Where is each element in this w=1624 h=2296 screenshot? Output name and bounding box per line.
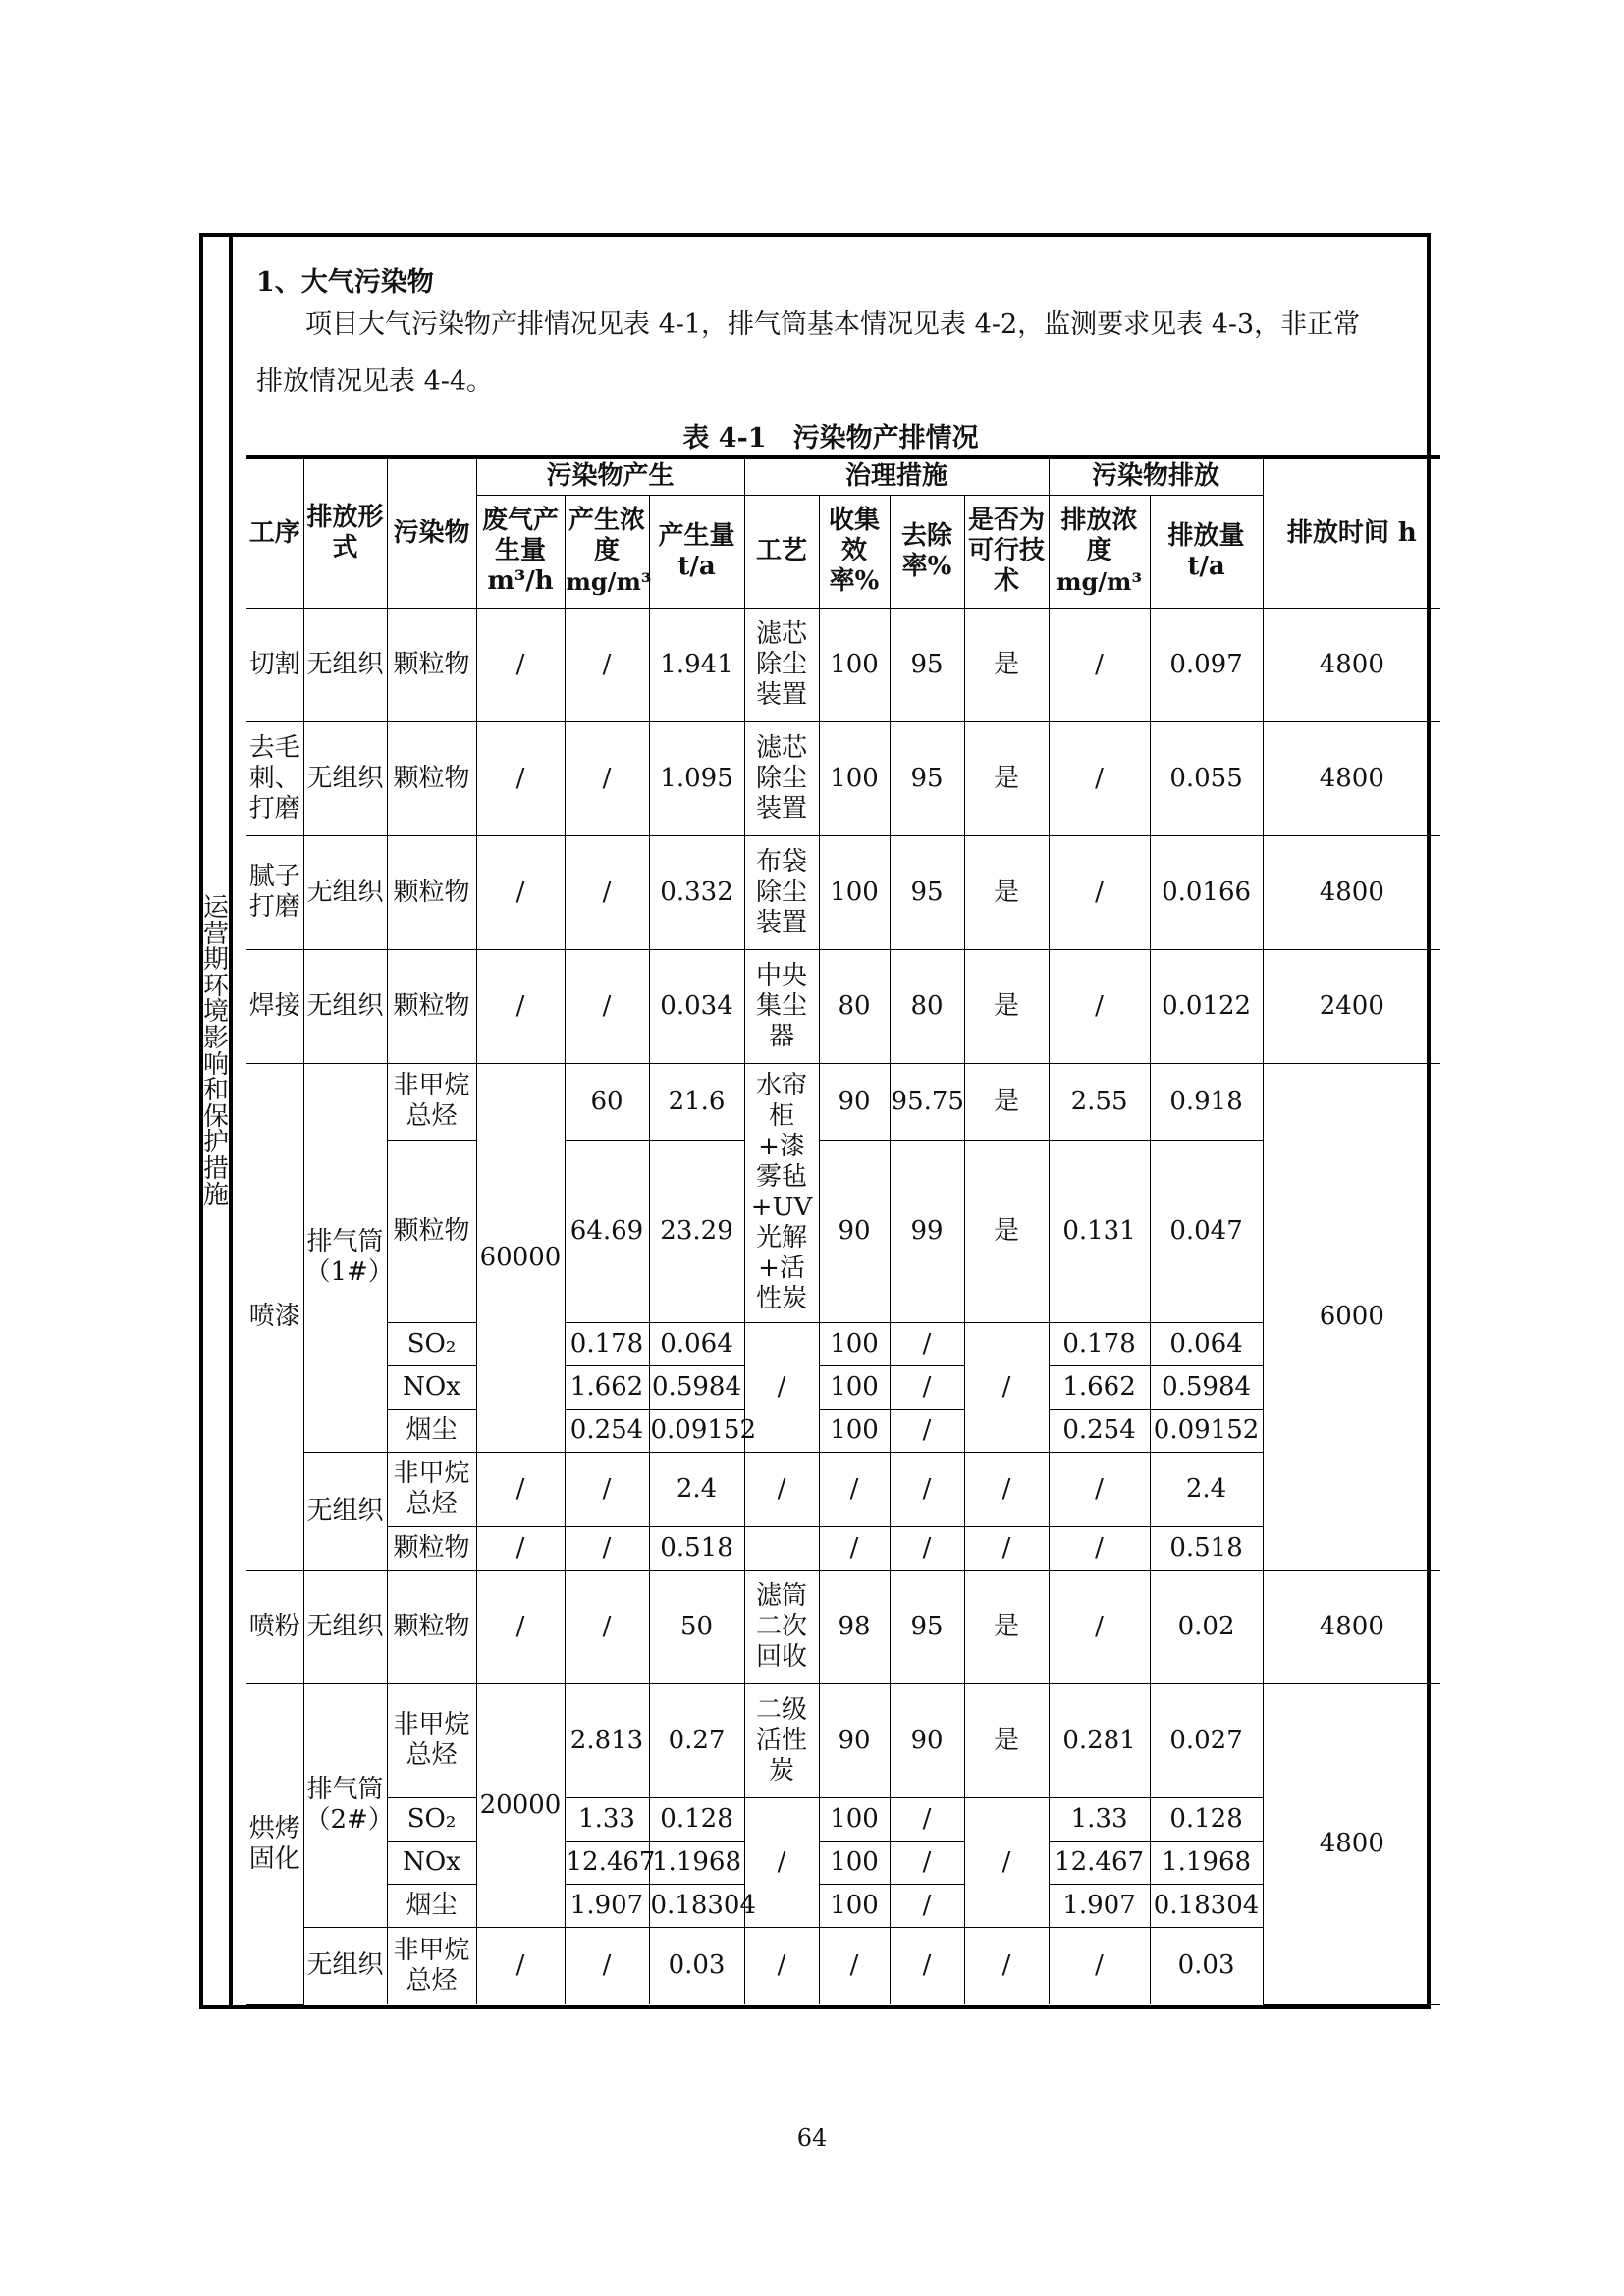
cell-remove: 95 [890,721,964,835]
cell-remove: 95 [890,1570,964,1683]
cell-remove: / [890,1526,964,1570]
cell-flow: / [476,835,565,949]
cell-amount: 1.095 [649,721,744,835]
table-row-bake-nmhc [246,1683,1440,1797]
cell-tech: / [744,1927,819,2004]
cell-amount: 50 [649,1570,744,1683]
cell-emit-amount: 0.18304 [1150,1884,1263,1927]
cell-collect: 100 [819,835,890,949]
table-row-bake-nox [246,1841,1440,1884]
table-row-spray-smoke [246,1409,1440,1452]
cell-feasible: 是 [964,1140,1049,1322]
pollutant-table [246,455,1440,2005]
cell-feasible: / [964,1322,1049,1452]
table-row-powder [246,1570,1440,1683]
cell-collect: 90 [819,1683,890,1797]
cell-emit-amount: 0.047 [1150,1140,1263,1322]
cell-conc: / [565,1927,649,2004]
header-collect-eff: 收集效率% [819,495,890,608]
cell-emit-amount: 0.128 [1150,1797,1263,1841]
header-time: 排放时间 h [1263,457,1440,608]
cell-emit-conc: / [1049,1570,1150,1683]
cell-feasible: 是 [964,949,1049,1063]
cell-conc: 1.662 [565,1365,649,1409]
cell-remove: / [890,1409,964,1452]
cell-emit-amount: 0.0166 [1150,835,1263,949]
cell-time: 4800 [1263,721,1440,835]
cell-amount: 0.518 [649,1526,744,1570]
cell-emit-conc: 0.178 [1049,1322,1150,1365]
cell-conc: 60 [565,1063,649,1140]
cell-remove: / [890,1927,964,2004]
cell-emit-conc: 0.254 [1049,1409,1150,1452]
cell-remove: / [890,1841,964,1884]
cell-emit-amount: 2.4 [1150,1452,1263,1526]
header-gen-conc: 产生浓度 mg/m³ [565,495,649,608]
header-emit-conc: 排放浓度 mg/m³ [1049,495,1150,608]
cell-emit-amount: 0.03 [1150,1927,1263,2004]
table-row-cut [246,608,1440,721]
header-gen-amount: 产生量 t/a [649,495,744,608]
cell-stack: 排气筒（2#） [303,1683,387,1927]
cell-feasible: / [964,1452,1049,1526]
table-caption: 表 4-1 污染物产排情况 [682,423,979,454]
cell-flow: / [476,1570,565,1683]
cell-pollutant: 颗粒物 [387,1140,476,1322]
cell-collect: 100 [819,1322,890,1365]
cell-collect: / [819,1927,890,2004]
table-row-bake-fugitive-nmhc [246,1927,1440,2004]
cell-emit-conc: 12.467 [1049,1841,1150,1884]
cell-flow: 20000 [476,1683,565,1927]
table-row-putty [246,835,1440,949]
cell-feasible: 是 [964,1570,1049,1683]
cell-amount: 0.332 [649,835,744,949]
cell-remove: / [890,1365,964,1409]
cell-tech: 滤筒二次回收 [744,1570,819,1683]
cell-conc: / [565,1570,649,1683]
cell-time: 4800 [1263,1570,1440,1683]
report-frame [199,233,1431,2009]
cell-pollutant: 颗粒物 [387,721,476,835]
cell-pollutant: 烟尘 [387,1409,476,1452]
cell-collect: / [819,1526,890,1570]
cell-process: 切割 [246,608,303,721]
cell-feasible: / [964,1797,1049,1927]
cell-flow: / [476,1526,565,1570]
cell-flow: / [476,1452,565,1526]
cell-collect: 100 [819,1884,890,1927]
cell-emit-amount: 0.064 [1150,1322,1263,1365]
cell-collect: 98 [819,1570,890,1683]
cell-emit-conc: 1.662 [1049,1365,1150,1409]
cell-emit-conc: 2.55 [1049,1063,1150,1140]
header-gas-flow: 废气产生量 m³/h [476,495,565,608]
cell-flow: / [476,949,565,1063]
intro-paragraph-line1: 项目大气污染物产排情况见表 4-1，排气筒基本情况见表 4-2，监测要求见表 4-3，非正常 [305,309,1361,340]
cell-collect: 90 [819,1063,890,1140]
cell-amount: 0.18304 [649,1884,744,1927]
header-feasible: 是否为可行技术 [964,495,1049,608]
cell-amount: 0.03 [649,1927,744,2004]
cell-remove: 95 [890,835,964,949]
cell-time: 4800 [1263,1683,1440,2004]
cell-process: 腻子打磨 [246,835,303,949]
table-row-spray-so2 [246,1322,1440,1365]
cell-emit-conc: / [1049,608,1150,721]
cell-emit-amount: 0.097 [1150,608,1263,721]
table-row-spray-pm [246,1140,1440,1322]
cell-collect: 80 [819,949,890,1063]
cell-amount: 1.941 [649,608,744,721]
cell-amount: 0.064 [649,1322,744,1365]
table-row-spray-nmhc [246,1063,1440,1140]
cell-emit-amount: 0.09152 [1150,1409,1263,1452]
header-pollutant: 污染物 [387,457,476,608]
table-row-spray-fugitive-pm [246,1526,1440,1570]
cell-emit-conc: / [1049,835,1150,949]
cell-form: 无组织 [303,721,387,835]
cell-flow: 60000 [476,1063,565,1452]
cell-emit-conc: / [1049,721,1150,835]
cell-emit-amount: 0.02 [1150,1570,1263,1683]
cell-time: 6000 [1263,1063,1440,1570]
cell-tech: 滤芯除尘装置 [744,608,819,721]
cell-emit-conc: 0.281 [1049,1683,1150,1797]
cell-remove: 95.75 [890,1063,964,1140]
cell-amount: 0.09152 [649,1409,744,1452]
cell-tech: / [744,1797,819,1927]
cell-feasible: 是 [964,835,1049,949]
cell-pollutant: 烟尘 [387,1884,476,1927]
header-process: 工序 [246,457,303,608]
cell-stack: 排气筒（1#） [303,1063,387,1452]
cell-form: 无组织 [303,608,387,721]
cell-remove: / [890,1452,964,1526]
cell-form: 无组织 [303,1570,387,1683]
cell-collect: / [819,1452,890,1526]
cell-tech: 水帘柜+漆雾毡+UV光解+活性炭 [744,1063,819,1322]
table-row-spray-nox [246,1365,1440,1409]
cell-pollutant: NOx [387,1365,476,1409]
cell-conc: / [565,1526,649,1570]
header-group-generation: 污染物产生 [476,457,744,495]
cell-flow: / [476,1927,565,2004]
table-row-weld [246,949,1440,1063]
cell-conc: 0.178 [565,1322,649,1365]
cell-emit-conc: / [1049,1526,1150,1570]
cell-pollutant: NOx [387,1841,476,1884]
cell-conc: 1.33 [565,1797,649,1841]
cell-process: 烘烤固化 [246,1683,303,2004]
table-row-spray-fugitive-nmhc [246,1452,1440,1526]
cell-pollutant: 颗粒物 [387,1570,476,1683]
cell-pollutant: 非甲烷总烃 [387,1063,476,1140]
header-discharge-form: 排放形式 [303,457,387,608]
cell-remove: 99 [890,1140,964,1322]
side-column [203,237,233,2005]
cell-process: 喷漆 [246,1063,303,1570]
cell-tech: 二级活性炭 [744,1683,819,1797]
cell-emit-amount: 0.027 [1150,1683,1263,1797]
cell-conc: 1.907 [565,1884,649,1927]
cell-form: 无组织 [303,1452,387,1570]
cell-conc: 64.69 [565,1140,649,1322]
cell-emit-conc: 1.33 [1049,1797,1150,1841]
header-remove-rate: 去除率% [890,495,964,608]
cell-feasible: 是 [964,1063,1049,1140]
cell-amount: 2.4 [649,1452,744,1526]
cell-feasible: / [964,1526,1049,1570]
cell-emit-amount: 0.0122 [1150,949,1263,1063]
cell-remove: 90 [890,1683,964,1797]
cell-amount: 23.29 [649,1140,744,1322]
cell-tech: / [744,1322,819,1452]
cell-emit-conc: / [1049,1452,1150,1526]
cell-collect: 100 [819,1365,890,1409]
cell-flow: / [476,608,565,721]
cell-remove: / [890,1797,964,1841]
cell-remove: / [890,1884,964,1927]
cell-flow: / [476,721,565,835]
cell-amount: 0.034 [649,949,744,1063]
section-heading: 1、大气污染物 [256,267,434,297]
cell-conc: / [565,835,649,949]
cell-process: 喷粉 [246,1570,303,1683]
cell-conc: / [565,1452,649,1526]
cell-emit-conc: 1.907 [1049,1884,1150,1927]
cell-conc: 2.813 [565,1683,649,1797]
cell-feasible: 是 [964,608,1049,721]
cell-tech: 中央集尘器 [744,949,819,1063]
cell-pollutant: 颗粒物 [387,949,476,1063]
table-row-deburr [246,721,1440,835]
cell-conc: 12.467 [565,1841,649,1884]
cell-emit-conc: / [1049,1927,1150,2004]
cell-emit-amount: 0.5984 [1150,1365,1263,1409]
cell-form: 无组织 [303,1927,387,2004]
page-number: 64 [796,2124,828,2152]
cell-feasible: 是 [964,1683,1049,1797]
cell-time: 2400 [1263,949,1440,1063]
cell-collect: 100 [819,1797,890,1841]
cell-conc: / [565,949,649,1063]
cell-tech: 布袋除尘装置 [744,835,819,949]
cell-collect: 90 [819,1140,890,1322]
cell-amount: 0.5984 [649,1365,744,1409]
cell-emit-amount: 0.918 [1150,1063,1263,1140]
header-group-emission: 污染物排放 [1049,457,1263,495]
cell-remove: 95 [890,608,964,721]
cell-tech: / [744,1452,819,1526]
cell-collect: 100 [819,721,890,835]
cell-emit-amount: 0.055 [1150,721,1263,835]
cell-emit-conc: 0.131 [1049,1140,1150,1322]
cell-conc: / [565,721,649,835]
cell-amount: 0.27 [649,1683,744,1797]
cell-pollutant: 非甲烷总烃 [387,1683,476,1797]
cell-pollutant: SO₂ [387,1322,476,1365]
cell-conc: / [565,608,649,721]
cell-time: 4800 [1263,608,1440,721]
cell-process: 去毛刺、打磨 [246,721,303,835]
header-technique: 工艺 [744,495,819,608]
cell-remove: / [890,1322,964,1365]
cell-time: 4800 [1263,835,1440,949]
header-emit-amount: 排放量 t/a [1150,495,1263,608]
intro-paragraph-line2: 排放情况见表 4-4。 [256,366,494,397]
cell-collect: 100 [819,1409,890,1452]
cell-amount: 0.128 [649,1797,744,1841]
cell-pollutant: 颗粒物 [387,835,476,949]
cell-feasible: 是 [964,721,1049,835]
cell-collect: 100 [819,608,890,721]
cell-tech [744,1526,819,1570]
table-row-bake-smoke [246,1884,1440,1927]
cell-pollutant: SO₂ [387,1797,476,1841]
cell-emit-amount: 1.1968 [1150,1841,1263,1884]
header-group-treatment: 治理措施 [744,457,1049,495]
cell-form: 无组织 [303,835,387,949]
cell-tech: 滤芯除尘装置 [744,721,819,835]
cell-amount: 21.6 [649,1063,744,1140]
cell-pollutant: 颗粒物 [387,1526,476,1570]
cell-pollutant: 非甲烷总烃 [387,1452,476,1526]
cell-emit-conc: / [1049,949,1150,1063]
cell-conc: 0.254 [565,1409,649,1452]
cell-process: 焊接 [246,949,303,1063]
table-row-bake-so2 [246,1797,1440,1841]
cell-remove: 80 [890,949,964,1063]
cell-amount: 1.1968 [649,1841,744,1884]
cell-feasible: / [964,1927,1049,2004]
cell-emit-amount: 0.518 [1150,1526,1263,1570]
cell-collect: 100 [819,1841,890,1884]
cell-form: 无组织 [303,949,387,1063]
cell-pollutant: 颗粒物 [387,608,476,721]
side-label: 运营期环境影响和保护措施 [203,893,230,1210]
cell-pollutant: 非甲烷总烃 [387,1927,476,2004]
